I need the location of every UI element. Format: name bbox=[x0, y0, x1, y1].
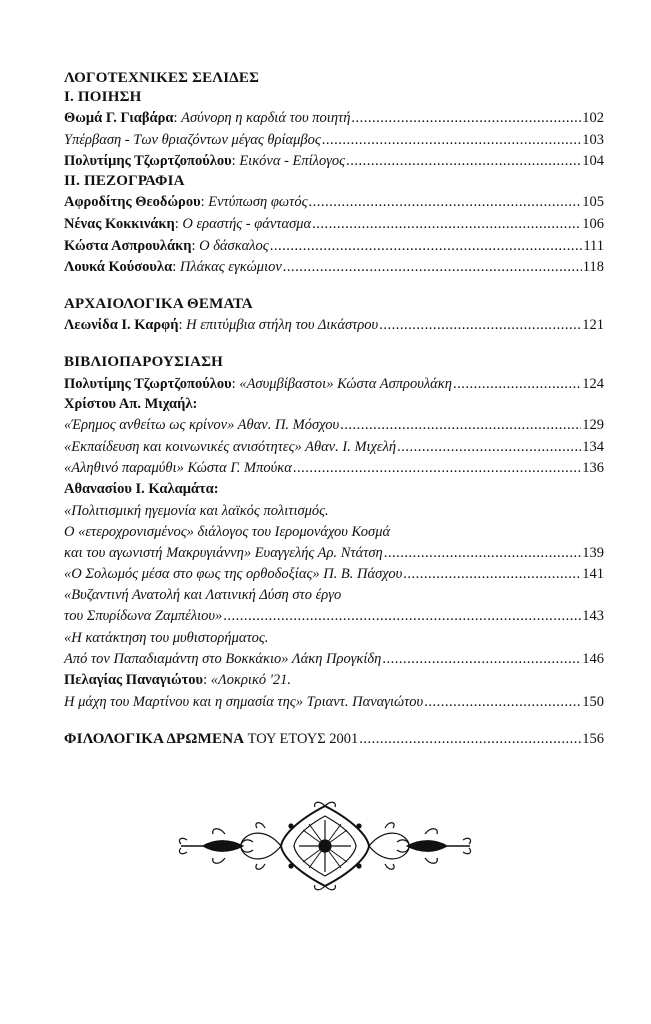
entry-title-line: «Η κατάκτηση του μυθιστορήματος. bbox=[64, 630, 269, 646]
toc-entry bbox=[64, 238, 604, 255]
entry-title-line: «Πολιτισμική ηγεμονία και λαϊκός πολιτισμός. bbox=[64, 503, 329, 519]
entry-title-line: Η μάχη του Μαρτίνου και η σημασία της» Τριαντ. Παναγιώτου bbox=[64, 694, 424, 710]
leader-dots bbox=[351, 110, 581, 127]
entry-page: 102 bbox=[582, 110, 604, 126]
entry-sep: : bbox=[231, 376, 240, 392]
entry-title: Ασύνορη η καρδιά του ποιητή bbox=[181, 110, 351, 126]
entry-sep: : bbox=[173, 110, 182, 126]
leader-dots bbox=[340, 417, 581, 434]
entry-title: «Αληθινό παραμύθι» Κώστα Γ. Μπούκα bbox=[64, 460, 292, 476]
decorative-ornament-icon bbox=[173, 800, 478, 892]
toc-entry bbox=[64, 376, 604, 393]
toc-entry bbox=[64, 460, 604, 477]
entry-author: Κώστα Ασπρουλάκη bbox=[64, 238, 192, 254]
toc-entry-events bbox=[64, 731, 604, 748]
entry-page: 104 bbox=[582, 153, 604, 169]
toc-entry-author-line bbox=[64, 672, 604, 689]
entry-page: 134 bbox=[582, 439, 604, 455]
section-title-events-suffix: ΤΟΥ ΕΤΟΥΣ 2001 bbox=[247, 731, 359, 747]
entry-title-line: Ο «ετεροχρονισμένος» διάλογος του Ιερομονάχου Κοσμά bbox=[64, 524, 391, 540]
entry-title: Πλάκας εγκώμιον bbox=[179, 259, 282, 275]
entry-title-line: και του αγωνιστή Μακρυγιάννη» Ευαγγελής Αρ. Ντάτση bbox=[64, 545, 383, 561]
entry-title-line: του Σπυρίδωνα Ζαμπέλιου» bbox=[64, 608, 223, 624]
entry-author: Θωμά Γ. Γιαβάρα bbox=[64, 110, 174, 126]
toc-entry bbox=[64, 651, 604, 668]
entry-title: Εικόνα - Επίλογος bbox=[239, 153, 346, 169]
leader-dots bbox=[382, 651, 581, 668]
toc-entry bbox=[64, 216, 604, 233]
entry-page: 141 bbox=[582, 566, 604, 582]
entry-author: Λεωνίδα Ι. Καρφή bbox=[64, 317, 179, 333]
entry-title: Ο δάσκαλος bbox=[199, 238, 269, 254]
section-title-books: ΒΙΒΛΙΟΠΑΡΟΥΣΙΑΣΗ bbox=[64, 354, 224, 370]
entry-sep: : bbox=[200, 194, 209, 210]
reviewer-michail: Χρίστου Απ. Μιχαήλ: bbox=[64, 396, 198, 412]
entry-title: Ο εραστής - φάντασμα bbox=[182, 216, 312, 232]
entry-sep: : bbox=[178, 317, 187, 333]
entry-title-line: Από τον Παπαδιαμάντη στο Βοκκάκιο» Λάκη Προγκίδη bbox=[64, 651, 382, 667]
toc-entry bbox=[64, 439, 604, 456]
leader-dots bbox=[270, 238, 583, 255]
toc-entry bbox=[64, 608, 604, 625]
toc-entry bbox=[64, 417, 604, 434]
entry-title: Η επιτύμβια στήλη του Δικάστρου bbox=[186, 317, 379, 333]
entry-author: Αφροδίτης Θεοδώρου bbox=[64, 194, 201, 210]
entry-sep: : bbox=[172, 259, 180, 275]
entry-title: «Εκπαίδευση και κοινωνικές ανισότητες» Αθαν. Ι. Μιχελή bbox=[64, 439, 397, 455]
entry-page: 143 bbox=[582, 608, 604, 624]
leader-dots bbox=[293, 460, 581, 477]
entry-page: 129 bbox=[582, 417, 604, 433]
toc-entry bbox=[64, 317, 604, 334]
leader-dots bbox=[308, 194, 581, 211]
entry-title: «Έρημος ανθείτω ως κρίνον» Αθαν. Π. Μόσχου bbox=[64, 417, 340, 433]
entry-page: 106 bbox=[582, 216, 604, 232]
entry-page: 105 bbox=[582, 194, 604, 210]
entry-page: 146 bbox=[582, 651, 604, 667]
entry-sep: : bbox=[191, 238, 200, 254]
toc-entry bbox=[64, 545, 604, 562]
entry-author: Νένας Κοκκινάκη bbox=[64, 216, 175, 232]
entry-sep: : bbox=[174, 216, 183, 232]
leader-dots bbox=[453, 376, 581, 393]
leader-dots bbox=[379, 317, 581, 334]
section-title-events: ΦΙΛΟΛΟΓΙΚΑ ΔΡΩΜΕΝΑ bbox=[64, 731, 245, 747]
section-title-archaeology: ΑΡΧΑΙΟΛΟΓΙΚΑ ΘΕΜΑΤΑ bbox=[64, 296, 253, 312]
toc-entry bbox=[64, 110, 604, 127]
entry-author: Πολυτίμης Τζωρτζοπούλου bbox=[64, 376, 232, 392]
entry-author: Λουκά Κούσουλα bbox=[64, 259, 173, 275]
entry-page: 124 bbox=[582, 376, 604, 392]
entry-title: «Ασυμβίβαστοι» Κώστα Ασπρουλάκη bbox=[239, 376, 452, 392]
toc-entry bbox=[64, 153, 604, 170]
entry-title-line: «Βυζαντινή Ανατολή και Λατινική Δύση στο έργο bbox=[64, 587, 342, 603]
entry-title: «Ο Σολωμός μέσα στο φως της ορθοδοξίας» Π. Β. Πάσχου bbox=[64, 566, 403, 582]
leader-dots bbox=[312, 216, 581, 233]
entry-title-line: «Λοκρικό '21. bbox=[210, 672, 292, 688]
leader-dots bbox=[384, 545, 582, 562]
subsection-poetry: Ι. ΠΟΙΗΣΗ bbox=[64, 89, 142, 105]
entry-page: 121 bbox=[582, 317, 604, 333]
leader-dots bbox=[403, 566, 581, 583]
subsection-prose: ΙΙ. ΠΕΖΟΓΡΑΦΙΑ bbox=[64, 173, 185, 189]
toc-entry bbox=[64, 566, 604, 583]
entry-author: Πελαγίας Παναγιώτου bbox=[64, 672, 204, 688]
entry-sep: : bbox=[203, 672, 211, 688]
leader-dots bbox=[346, 153, 581, 170]
toc-entry bbox=[64, 132, 604, 149]
entry-page: 156 bbox=[582, 731, 604, 747]
entry-page: 150 bbox=[582, 694, 604, 710]
reviewer-kalamata: Αθανασίου Ι. Καλαμάτα: bbox=[64, 481, 219, 497]
leader-dots bbox=[397, 439, 581, 456]
leader-dots bbox=[283, 259, 582, 276]
entry-page: 111 bbox=[583, 238, 604, 254]
section-title-literary: ΛΟΓΟΤΕΧΝΙΚΕΣ ΣΕΛΙΔΕΣ bbox=[64, 70, 260, 86]
entry-author: Πολυτίμης Τζωρτζοπούλου bbox=[64, 153, 232, 169]
leader-dots bbox=[359, 731, 581, 748]
entry-page: 103 bbox=[582, 132, 604, 148]
leader-dots bbox=[223, 608, 581, 625]
leader-dots bbox=[424, 694, 581, 711]
entry-title: Εντύπωση φωτός bbox=[208, 194, 308, 210]
toc-entry bbox=[64, 259, 604, 276]
entry-page: 118 bbox=[582, 259, 604, 275]
entry-page: 136 bbox=[582, 460, 604, 476]
leader-dots bbox=[322, 132, 582, 149]
entry-title: Υπέρβαση - Των θριαζόντων μέγας θρίαμβος bbox=[64, 132, 321, 148]
entry-page: 139 bbox=[582, 545, 604, 561]
toc-entry bbox=[64, 194, 604, 211]
entry-sep: : bbox=[231, 153, 240, 169]
toc-entry bbox=[64, 694, 604, 711]
